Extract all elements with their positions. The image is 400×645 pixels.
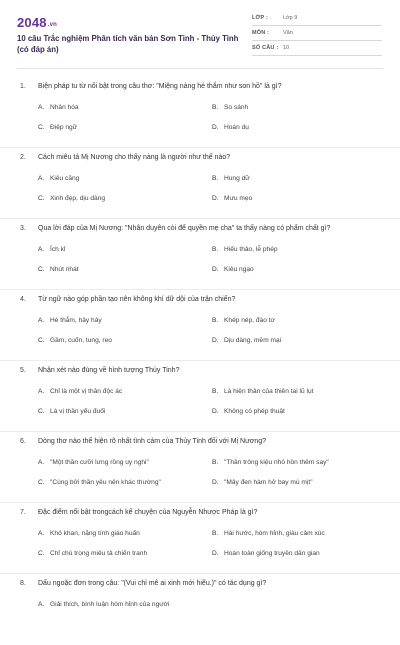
question-number: 6. xyxy=(20,438,26,445)
option-letter: D. xyxy=(212,195,219,202)
option-letter: B. xyxy=(212,246,219,253)
question-prompt: Nhận xét nào đúng về hình tượng Thủy Tinh? xyxy=(38,367,180,374)
question-prompt: Biện pháp tu từ nổi bật trong câu thơ: "Miệng nàng hé thắm như son hồ" là gì? xyxy=(38,83,282,90)
option-letter: C. xyxy=(38,266,45,273)
option-d[interactable] xyxy=(212,266,254,273)
option-a[interactable] xyxy=(38,317,102,324)
option-text: Ích kỉ xyxy=(50,246,66,253)
quiz-meta xyxy=(252,12,382,57)
question-prompt: Dòng thơ nào thể hiện rõ nhất tình cảm của Thủy Tinh đối với Mị Nương? xyxy=(38,438,267,445)
option-text: Khép nép, đào tơ xyxy=(224,317,275,324)
option-letter: C. xyxy=(38,195,45,202)
option-letter: C. xyxy=(38,337,45,344)
meta-row-grade xyxy=(252,12,382,26)
question-list xyxy=(0,77,400,645)
question-text xyxy=(20,83,390,90)
option-b[interactable] xyxy=(212,104,248,111)
question-item xyxy=(0,77,400,148)
option-letter: D. xyxy=(212,337,219,344)
option-text: Kiêu căng xyxy=(50,175,80,182)
option-letter: B. xyxy=(212,530,219,537)
option-a[interactable] xyxy=(38,388,122,395)
option-letter: A. xyxy=(38,530,45,537)
meta-label-subject: MÔN : xyxy=(252,30,270,36)
page-header xyxy=(0,0,400,66)
option-b[interactable] xyxy=(212,388,313,395)
question-text xyxy=(20,225,390,232)
option-a[interactable] xyxy=(38,601,169,608)
logo-main: 2048 xyxy=(17,15,47,30)
question-item xyxy=(0,219,400,290)
option-d[interactable] xyxy=(212,337,281,344)
option-text: Hung dữ xyxy=(224,175,250,182)
meta-row-count xyxy=(252,42,382,56)
quiz-title: 10 câu Trắc nghiệm Phân tích văn bản Sơn Tinh - Thủy Tinh (có đáp án) xyxy=(17,34,239,54)
question-prompt: Từ ngữ nào góp phần tạo nên không khí dữ dội của trận chiến? xyxy=(38,296,236,303)
option-b[interactable] xyxy=(212,317,275,324)
option-letter: A. xyxy=(38,459,45,466)
option-text: Nhút nhát xyxy=(50,266,79,273)
question-text xyxy=(20,509,390,516)
option-letter: B. xyxy=(212,388,219,395)
question-number: 4. xyxy=(20,296,26,303)
question-text xyxy=(20,296,390,303)
meta-value-subject: Văn xyxy=(283,30,293,36)
option-text: Khô khan, nặng tính giáo huấn xyxy=(50,530,140,537)
option-letter: D. xyxy=(212,479,219,486)
option-b[interactable] xyxy=(212,246,278,253)
option-a[interactable] xyxy=(38,246,65,253)
option-letter: C. xyxy=(38,124,45,131)
question-number: 8. xyxy=(20,580,26,587)
option-letter: A. xyxy=(38,601,45,608)
option-a[interactable] xyxy=(38,459,149,466)
option-c[interactable] xyxy=(38,195,105,202)
option-letter: A. xyxy=(38,317,45,324)
option-a[interactable] xyxy=(38,530,140,537)
question-text xyxy=(20,154,390,161)
option-letter: A. xyxy=(38,388,45,395)
option-text: Hé thắm, hây hây xyxy=(50,317,102,324)
option-letter: B. xyxy=(212,317,219,324)
option-letter: A. xyxy=(38,246,45,253)
question-item xyxy=(0,503,400,574)
option-a[interactable] xyxy=(38,104,79,111)
option-d[interactable] xyxy=(212,550,320,557)
option-text: "Thần trông kiệu nhỏ hồn thêm say" xyxy=(224,459,329,466)
question-text xyxy=(20,367,390,374)
option-letter: C. xyxy=(38,408,45,415)
meta-label-grade: LỚP : xyxy=(252,15,268,21)
option-d[interactable] xyxy=(212,124,249,131)
option-a[interactable] xyxy=(38,175,79,182)
option-text: Hiếu thảo, lễ phép xyxy=(224,246,278,253)
logo-tld: .vn xyxy=(47,22,58,28)
option-text: Là hiện thân của thiên tai lũ lụt xyxy=(224,388,314,395)
header-divider xyxy=(17,68,383,69)
question-item xyxy=(0,361,400,432)
option-d[interactable] xyxy=(212,479,313,486)
option-text: Không có phép thuật xyxy=(224,408,285,415)
option-letter: A. xyxy=(38,175,45,182)
option-text: Giải thích, bình luận hóm hỉnh của người xyxy=(50,601,170,608)
question-item xyxy=(0,574,400,645)
option-text: "Mây đen hàm hở bay mù mịt" xyxy=(224,479,313,486)
option-letter: B. xyxy=(212,175,219,182)
option-text: Hoán dụ xyxy=(224,124,249,131)
option-letter: D. xyxy=(212,124,219,131)
meta-label-count: SỐ CÂU : xyxy=(252,45,279,51)
meta-row-subject xyxy=(252,27,382,41)
site-logo[interactable] xyxy=(17,15,57,30)
option-letter: D. xyxy=(212,408,219,415)
option-c[interactable] xyxy=(38,408,105,415)
option-c[interactable] xyxy=(38,479,161,486)
question-item xyxy=(0,432,400,503)
option-letter: D. xyxy=(212,266,219,273)
option-text: Nhân hóa xyxy=(50,104,79,111)
option-text: Xinh đẹp, dịu dàng xyxy=(50,195,105,202)
option-text: Là vị thần yếu đuối xyxy=(50,408,106,415)
option-letter: A. xyxy=(38,104,45,111)
option-letter: C. xyxy=(38,550,45,557)
question-prompt: Cách miêu tả Mị Nương cho thấy nàng là người như thế nào? xyxy=(38,154,231,161)
question-prompt: Đặc điểm nổi bật trongcách kể chuyện của Nguyễn Nhược Pháp là gì? xyxy=(38,509,258,516)
question-number: 3. xyxy=(20,225,26,232)
option-c[interactable] xyxy=(38,337,112,344)
meta-value-grade: Lớp 9 xyxy=(283,15,298,21)
option-c[interactable] xyxy=(38,550,147,557)
option-text: "Cùng bởi thần yêu nên khác thường" xyxy=(50,479,161,486)
option-text: Dịu dàng, mềm mại xyxy=(224,337,282,344)
option-text: Hài hước, hóm hỉnh, giàu cảm xúc xyxy=(224,530,325,537)
question-item xyxy=(0,290,400,361)
option-text: Mưu mẹo xyxy=(224,195,253,202)
option-letter: B. xyxy=(212,104,219,111)
question-number: 7. xyxy=(20,509,26,516)
question-number: 1. xyxy=(20,83,26,90)
question-number: 2. xyxy=(20,154,26,161)
question-text xyxy=(20,580,390,587)
option-d[interactable] xyxy=(212,195,252,202)
option-text: Kiêu ngạo xyxy=(224,266,254,273)
option-letter: C. xyxy=(38,479,45,486)
option-text: Hoàn toàn giống truyền dân gian xyxy=(224,550,320,557)
option-c[interactable] xyxy=(38,266,79,273)
question-text xyxy=(20,438,390,445)
option-text: Chỉ là một vị thần độc ác xyxy=(50,388,123,395)
question-number: 5. xyxy=(20,367,26,374)
meta-value-count: 10 xyxy=(283,45,290,51)
option-text: "Một thần cưỡi lưng rồng uy nghi" xyxy=(50,459,149,466)
option-b[interactable] xyxy=(212,175,250,182)
option-text: So sánh xyxy=(224,104,249,111)
option-text: Gầm, cuốn, tung, reo xyxy=(50,337,112,344)
option-d[interactable] xyxy=(212,408,285,415)
option-letter: D. xyxy=(212,550,219,557)
option-text: Điệp ngữ xyxy=(50,124,78,131)
option-letter: B. xyxy=(212,459,219,466)
question-prompt: Dấu ngoặc đơn trong câu: "(Vui chỉ mê ai xinh mới hiểu.)" có tác dụng gì? xyxy=(38,580,267,587)
question-prompt: Qua lời đáp của Mị Nương: "Nhân duyên còi để quyền mẹ cha" ta thấy nàng có phẩm chất gì? xyxy=(38,225,331,232)
option-b[interactable] xyxy=(212,459,329,466)
question-item xyxy=(0,148,400,219)
option-text: Chỉ chú trọng miêu tả chiến tranh xyxy=(50,550,148,557)
option-c[interactable] xyxy=(38,124,77,131)
option-b[interactable] xyxy=(212,530,325,537)
